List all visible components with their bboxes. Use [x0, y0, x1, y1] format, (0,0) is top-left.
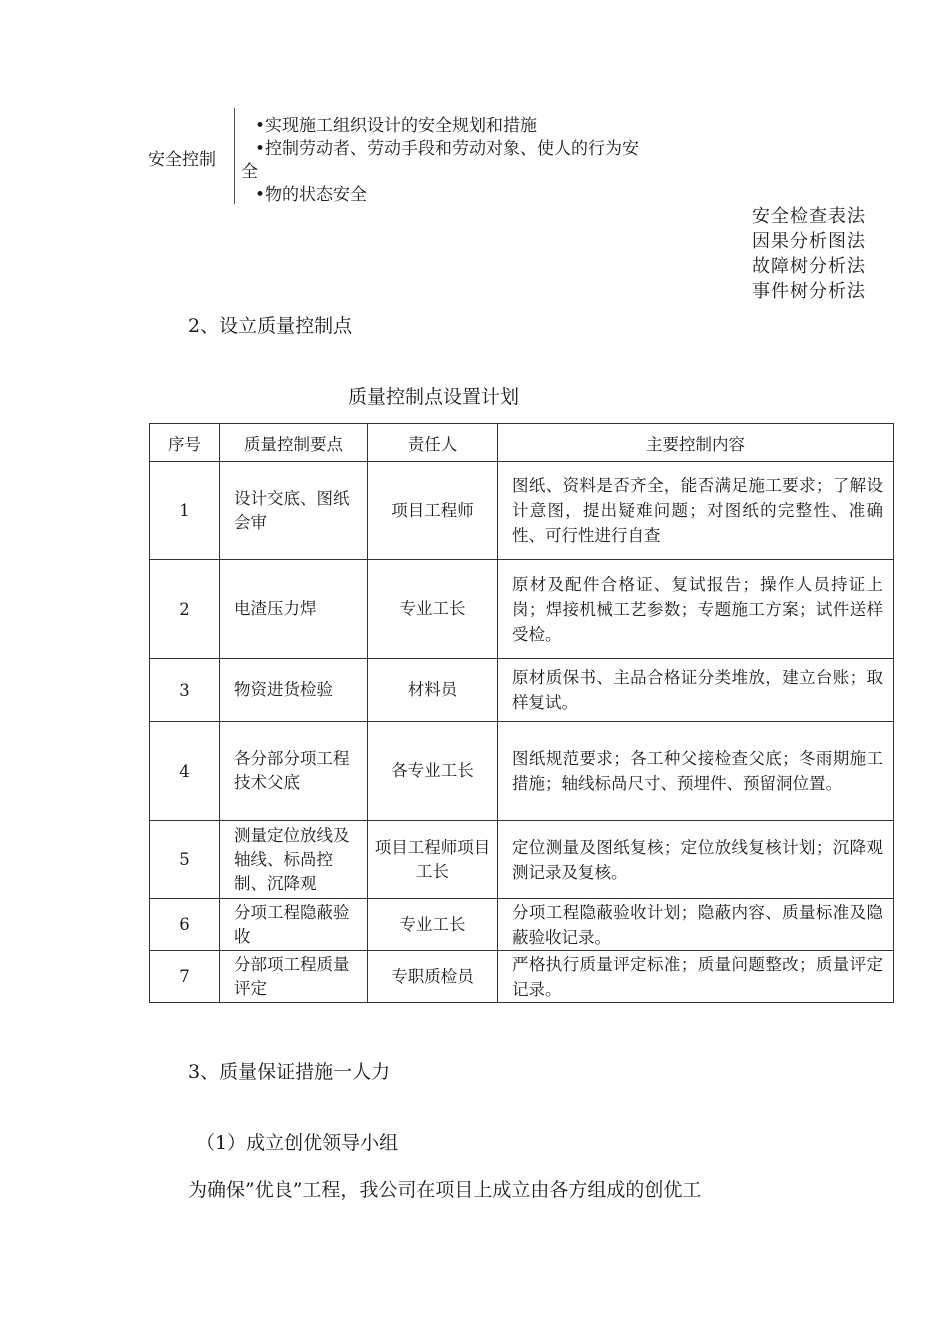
- section-3-heading: 3、质量保证措施一人力: [188, 1061, 391, 1083]
- row-content: 原材及配件合格证、复试报告；操作人员持证上岗；焊接机械工艺参数；专题施工方案；试件送样受检。: [498, 560, 894, 659]
- subsection-1-heading: （1）成立创优领导小组: [196, 1132, 399, 1154]
- method-item: 安全检查表法: [752, 206, 866, 227]
- row-person: 专业工长: [368, 560, 498, 659]
- row-person: 专业工长: [368, 899, 498, 951]
- row-person: 各专业工长: [368, 722, 498, 821]
- row-point: 分部项工程质量评定: [220, 951, 368, 1003]
- header-content: 主要控制内容: [498, 424, 894, 462]
- table-row: [150, 560, 894, 659]
- table-row: [150, 821, 894, 899]
- header-no: 序号: [150, 424, 220, 462]
- row-content: 原材质保书、主品合格证分类堆放，建立台账；取样复试。: [498, 659, 894, 722]
- safety-control-label: 安全控制: [148, 150, 216, 170]
- brace-line: [234, 108, 235, 204]
- row-no: 1: [150, 462, 220, 560]
- row-no: 5: [150, 821, 220, 899]
- row-point: 各分部分项工程技术父底: [220, 722, 368, 821]
- row-person: 材料员: [368, 659, 498, 722]
- quality-control-plan-table: [149, 423, 894, 1003]
- safety-item-2: •控制劳动者、劳动手段和劳动对象、使人的行为安: [255, 139, 640, 159]
- row-point: 设计交底、图纸会审: [220, 462, 368, 560]
- row-point: 电渣压力焊: [220, 560, 368, 659]
- row-no: 4: [150, 722, 220, 821]
- row-no: 3: [150, 659, 220, 722]
- row-person: 项目工程师: [368, 462, 498, 560]
- section-2-heading: 2、设立质量控制点: [188, 315, 353, 337]
- table-title: 质量控制点设置计划: [348, 386, 520, 408]
- row-point: 测量定位放线及轴线、标咼控制、沉降观: [220, 821, 368, 899]
- row-point: 物资进货检验: [220, 659, 368, 722]
- safety-item-1: •实现施工组织设计的安全规划和措施: [255, 116, 538, 136]
- header-person: 责任人: [368, 424, 498, 462]
- row-content: 图纸规范要求；各工种父接检查父底；冬雨期施工措施；轴线标咼尺寸、预埋件、预留洞位置。: [498, 722, 894, 821]
- row-no: 6: [150, 899, 220, 951]
- row-no: 7: [150, 951, 220, 1003]
- row-content: 分项工程隐蔽验收计划；隐蔽内容、质量标准及隐蔽验收记录。: [498, 899, 894, 951]
- safety-item-3: •物的状态安全: [255, 185, 368, 205]
- table-row: [150, 951, 894, 1003]
- header-point: 质量控制要点: [220, 424, 368, 462]
- table-row: [150, 722, 894, 821]
- method-item: 故障树分析法: [752, 256, 866, 277]
- safety-item-2-wrap: 全: [241, 162, 258, 182]
- table-header-row: [150, 424, 894, 462]
- table-row: [150, 462, 894, 560]
- method-item: 因果分析图法: [752, 231, 866, 252]
- analysis-methods-list: [752, 204, 866, 304]
- row-content: 图纸、资料是否齐全，能否满足施工要求；了解设计意图，提出疑难问题；对图纸的完整性、准确性、可行性进行自查: [498, 462, 894, 560]
- method-item: 事件树分析法: [752, 281, 866, 302]
- row-content: 严格执行质量评定标准；质量问题整改；质量评定记录。: [498, 951, 894, 1003]
- row-content: 定位测量及图纸复核；定位放线复核计划；沉降观测记录及复核。: [498, 821, 894, 899]
- row-no: 2: [150, 560, 220, 659]
- table-row: [150, 659, 894, 722]
- row-person: 项目工程师项目工长: [368, 821, 498, 899]
- row-person: 专职质检员: [368, 951, 498, 1003]
- row-point: 分项工程隐蔽验收: [220, 899, 368, 951]
- table-row: [150, 899, 894, 951]
- body-paragraph: 为确保”优良”工程，我公司在项目上成立由各方组成的创优工: [188, 1179, 702, 1201]
